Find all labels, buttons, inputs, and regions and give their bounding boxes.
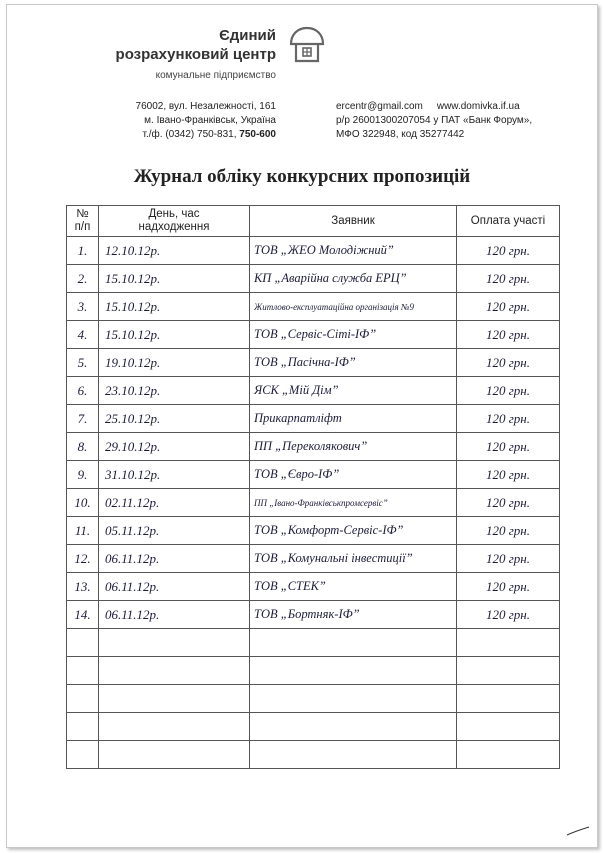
- row-date: 06.11.12р.: [99, 601, 250, 629]
- bank-account: р/р 26001300207054 у ПАТ «Банк Форум»,: [336, 115, 533, 126]
- row-applicant: [250, 685, 457, 713]
- row-fee: [457, 713, 560, 741]
- org-type: комунальне підприємство: [155, 70, 276, 81]
- phone-line: [0, 128, 276, 142]
- row-applicant: ПП „Переколякович”: [250, 433, 457, 461]
- row-number: [67, 713, 99, 741]
- row-number: [67, 657, 99, 685]
- row-date: [99, 629, 250, 657]
- email: ercentr@gmail.com: [336, 101, 423, 112]
- row-date: 15.10.12р.: [99, 293, 250, 321]
- table-row: [67, 601, 560, 629]
- org-name-line1: Єдиний: [219, 27, 276, 44]
- row-fee: [457, 657, 560, 685]
- row-fee: 120 грн.: [457, 377, 560, 405]
- row-date: 06.11.12р.: [99, 573, 250, 601]
- col-header-applicant: Заявник: [250, 206, 457, 237]
- row-number: 8.: [67, 433, 99, 461]
- phone-bold: 750-600: [239, 129, 276, 140]
- row-number: 7.: [67, 405, 99, 433]
- row-number: 3.: [67, 293, 99, 321]
- email-website-line: [336, 100, 586, 114]
- row-date: [99, 713, 250, 741]
- row-applicant: ТОВ „СТЕК”: [250, 573, 457, 601]
- row-fee: 120 грн.: [457, 545, 560, 573]
- row-number: 5.: [67, 349, 99, 377]
- house-logo-icon: [287, 26, 327, 64]
- table-row: [67, 377, 560, 405]
- address-block: [0, 100, 276, 142]
- row-fee: 120 грн.: [457, 405, 560, 433]
- row-number: 14.: [67, 601, 99, 629]
- row-number: [67, 741, 99, 769]
- table-row: [67, 265, 560, 293]
- table-header-row: [67, 206, 560, 237]
- row-date: 02.11.12р.: [99, 489, 250, 517]
- row-number: 9.: [67, 461, 99, 489]
- organization-block: [0, 26, 276, 81]
- table-row: [67, 517, 560, 545]
- row-applicant: ТОВ „Комфорт-Сервіс-ІФ”: [250, 517, 457, 545]
- row-applicant: ЯСК „Мій Дім”: [250, 377, 457, 405]
- row-date: [99, 685, 250, 713]
- row-fee: 120 грн.: [457, 573, 560, 601]
- table-row: [67, 713, 560, 741]
- row-date: 31.10.12р.: [99, 461, 250, 489]
- row-date: 19.10.12р.: [99, 349, 250, 377]
- row-number: 1.: [67, 237, 99, 265]
- row-fee: 120 грн.: [457, 349, 560, 377]
- row-fee: [457, 685, 560, 713]
- row-applicant: [250, 741, 457, 769]
- address-line2: м. Івано-Франківськ, Україна: [144, 115, 276, 126]
- row-date: 15.10.12р.: [99, 265, 250, 293]
- col-header-number: № п/п: [67, 206, 99, 237]
- row-applicant: ТОВ „ЖЕО Молодіжний”: [250, 237, 457, 265]
- table-row: [67, 321, 560, 349]
- row-date: [99, 741, 250, 769]
- row-applicant: [250, 657, 457, 685]
- row-applicant: ТОВ „Комунальні інвестиції”: [250, 545, 457, 573]
- row-applicant: [250, 713, 457, 741]
- table-row: [67, 741, 560, 769]
- table-row: [67, 349, 560, 377]
- table-row: [67, 545, 560, 573]
- row-fee: [457, 741, 560, 769]
- row-number: [67, 685, 99, 713]
- row-applicant: Прикарпатліфт: [250, 405, 457, 433]
- proposals-journal-table: [66, 205, 560, 769]
- row-fee: 120 грн.: [457, 601, 560, 629]
- table-row: [67, 237, 560, 265]
- row-applicant: ТОВ „Сервіс-Сіті-ІФ”: [250, 321, 457, 349]
- row-date: 06.11.12р.: [99, 545, 250, 573]
- table-row: [67, 629, 560, 657]
- col-header-fee: Оплата участі: [457, 206, 560, 237]
- row-fee: 120 грн.: [457, 489, 560, 517]
- row-number: 10.: [67, 489, 99, 517]
- document-title: Журнал обліку конкурсних пропозицій: [133, 166, 471, 187]
- row-applicant: ПП „Івано-Франківськпромсервіс”: [250, 489, 457, 517]
- table-row: [67, 405, 560, 433]
- row-date: 05.11.12р.: [99, 517, 250, 545]
- table-row: [67, 489, 560, 517]
- row-fee: 120 грн.: [457, 293, 560, 321]
- bank-codes: МФО 322948, код 35277442: [336, 129, 465, 140]
- row-number: [67, 629, 99, 657]
- row-number: 11.: [67, 517, 99, 545]
- row-applicant: КП „Аварійна служба ЕРЦ”: [250, 265, 457, 293]
- address-line1: 76002, вул. Незалежності, 161: [135, 101, 276, 112]
- table-row: [67, 657, 560, 685]
- row-date: 12.10.12р.: [99, 237, 250, 265]
- contacts-block: [336, 100, 586, 142]
- row-number: 2.: [67, 265, 99, 293]
- row-applicant: ТОВ „Пасічна-ІФ”: [250, 349, 457, 377]
- website: www.domivka.if.ua: [436, 101, 520, 112]
- row-date: 15.10.12р.: [99, 321, 250, 349]
- handwritten-mark: [566, 826, 590, 836]
- row-date: [99, 657, 250, 685]
- row-applicant: [250, 629, 457, 657]
- row-fee: 120 грн.: [457, 237, 560, 265]
- table-row: [67, 433, 560, 461]
- phone-text: т./ф. (0342) 750-831,: [142, 129, 237, 140]
- row-number: 6.: [67, 377, 99, 405]
- row-date: 23.10.12р.: [99, 377, 250, 405]
- row-fee: 120 грн.: [457, 321, 560, 349]
- table-row: [67, 461, 560, 489]
- row-number: 12.: [67, 545, 99, 573]
- row-fee: 120 грн.: [457, 265, 560, 293]
- row-date: 25.10.12р.: [99, 405, 250, 433]
- row-fee: 120 грн.: [457, 461, 560, 489]
- table-row: [67, 293, 560, 321]
- row-date: 29.10.12р.: [99, 433, 250, 461]
- col-header-date: День, час надходження: [99, 206, 250, 237]
- row-fee: 120 грн.: [457, 433, 560, 461]
- row-applicant: ТОВ „Бортняк-ІФ”: [250, 601, 457, 629]
- row-fee: 120 грн.: [457, 517, 560, 545]
- row-number: 4.: [67, 321, 99, 349]
- org-name-line2: розрахунковий центр: [115, 46, 276, 63]
- row-fee: [457, 629, 560, 657]
- table-row: [67, 573, 560, 601]
- row-applicant: ТОВ „Євро-ІФ”: [250, 461, 457, 489]
- table-row: [67, 685, 560, 713]
- row-applicant: Житлово-експлуатаційна організація №9: [250, 293, 457, 321]
- row-number: 13.: [67, 573, 99, 601]
